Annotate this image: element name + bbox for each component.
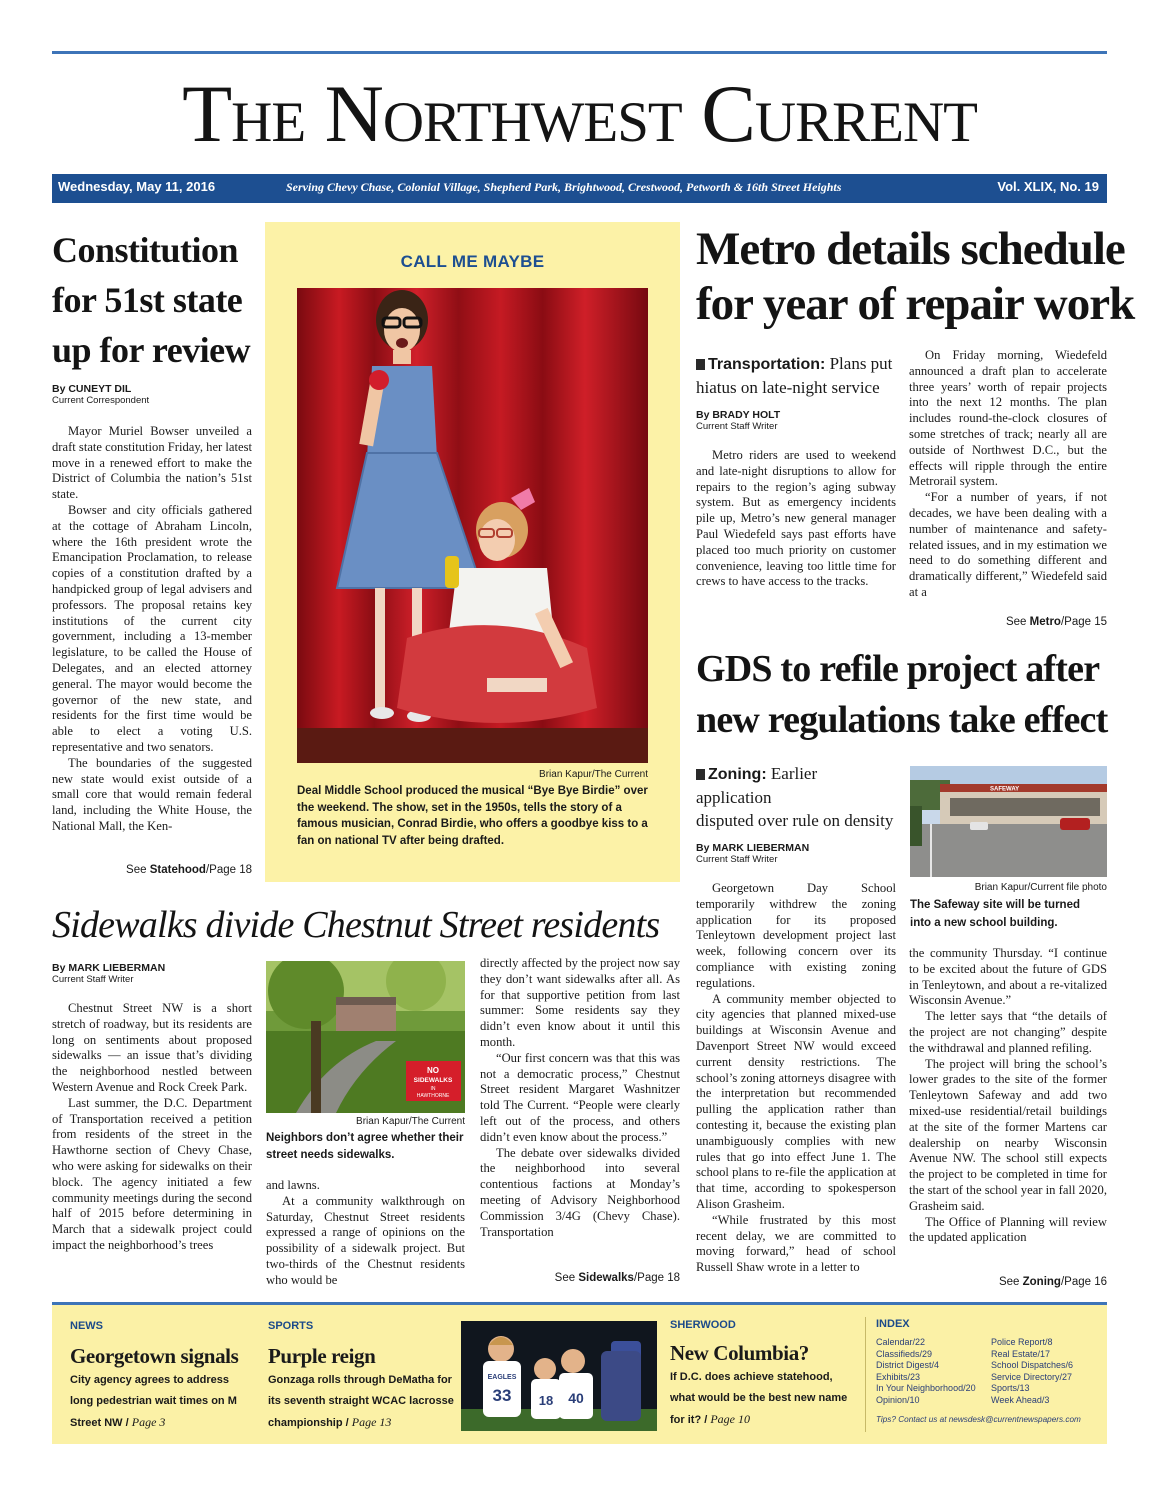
- index-item[interactable]: Police Report/8: [991, 1337, 1053, 1347]
- index-item[interactable]: Real Estate/17: [991, 1348, 1051, 1359]
- jersey-number-33: 33: [492, 1386, 512, 1405]
- gds-headline[interactable]: GDS to refile project after new regulations take effect: [696, 648, 1108, 741]
- feature-caption: Deal Middle School produced the musical “Bye Bye Birdie” over the weekend. The show, set in the 1950s, tells the story of a famous musician, Conrad Birdie, who offers a goodbye kiss to a fan on national TV after being drafted.: [297, 785, 648, 847]
- sidewalks-body-col2: and lawns. At a community walkthrough on Saturday, Chestnut Street residents expressed a range of opinions on the possibility of a sidewalk project. But two-thirds of the Chestnut residents who would be: [266, 1178, 465, 1287]
- sign-text-in: IN: [430, 1086, 436, 1092]
- metro-right-column: [909, 348, 1107, 628]
- sidewalks-col2: [266, 1178, 465, 1290]
- index-item[interactable]: Classifieds/29: [876, 1348, 933, 1359]
- feature-photo-credit: Brian Kapur/The Current: [539, 769, 648, 780]
- index-item[interactable]: In Your Neighborhood/20: [876, 1383, 976, 1393]
- gds-byline-role: Current Staff Writer: [696, 854, 778, 865]
- gds-body-col1: Georgetown Day School temporarily withdrew the zoning application for its proposed Tenleytown development project last week, following concern over its compliance with existing zoning regulations. A community member objected to city agencies that planned mixed-use buildings at Wisconsin Avenue and Davenport Street NW would exceed current density restrictions. The school’s zoning attorneys disagree with the interpretation but recommended pulling the application rather than contesting it, because the existing plan unambiguously complies with new rules that go into effect June 1. The school plans to re-file the application at that time, according to spokesperson Alison Grasheim. “While frustrated by this most recent delay, we are committed to moving forward,” head of school Russell Shaw wrote in a letter to: [696, 881, 896, 1275]
- subhead-square-icon: [696, 769, 705, 780]
- index-item[interactable]: School Dispatches/6: [991, 1360, 1074, 1370]
- footer-index-divider: [865, 1317, 866, 1432]
- footer-sherwood[interactable]: [670, 1319, 856, 1431]
- masthead-tagline: Serving Chevy Chase, Colonial Village, Shepherd Park, Brightwood, Crestwood, Petworth & 16th Street Heights: [286, 180, 842, 194]
- sidewalks-body-col1: Chestnut Street NW is a short stretch of roadway, but its residents are long on sentiments about proposed sidewalks — an issue that’s dividing the neighborhood nestled between Western Avenue and Rock Creek Park. Last summer, the D.C. Department of Transportation received a petition from residents of the street in the Hawthorne section of Chevy Chase, who were asking for sidewalks on their block. The agency initiated a few community meetings during the second half of 2015 before determining in March that a sidewalk project could impact the neighborhood’s trees: [52, 1001, 252, 1252]
- index-tips[interactable]: Tips? Contact us at newsdesk@currentnewspapers.com: [876, 1415, 1081, 1424]
- statehood-story: [52, 225, 252, 876]
- footer-news-label: NEWS: [70, 1320, 103, 1332]
- sign-text-hawthorne: HAWTHORNE: [416, 1093, 450, 1099]
- masthead-bar: [52, 174, 1107, 203]
- footer-sports-headline: Purple reign: [268, 1344, 376, 1368]
- footer-news[interactable]: [70, 1320, 250, 1434]
- index-item[interactable]: Opinion/10: [876, 1394, 920, 1405]
- footer-sherwood-headline: New Columbia?: [670, 1341, 809, 1365]
- footer-sports-label: SPORTS: [268, 1320, 314, 1332]
- issue-volume: Vol. XLIX, No. 19: [997, 179, 1099, 194]
- feature-box: [265, 222, 680, 882]
- gds-body-col2: the community Thursday. “I continue to be excited about the future of GDS in Tenleytown, and about a re-vitalized Wisconsin Avenue.” The letter says that “the details of the project are not changing” despite the withdrawal and planned refiling. The project will bring the school’s lower grades to the site of the former Tenleytown Safeway and add two mixed-use residential/retail buildings at the site of the former Martens car dealership on nearby Wisconsin Avenue NW. The school still expects the project to be completed in time for the start of the school year in fall 2020, Grasheim said. The Office of Planning will review the updated application: [909, 946, 1107, 1245]
- sidewalks-byline-role: Current Staff Writer: [52, 974, 134, 985]
- metro-byline: By BRADY HOLT: [696, 409, 781, 421]
- metro-body-col1: Metro riders are used to weekend and late-night disruptions to allow for repairs to the region’s aging subway system. But as emergency incidents pile up, Metro’s new general manager Paul Wiedefeld says past efforts have placed too much priority on customer convenience, leaving too little time for crews to have access to the tracks.: [696, 448, 896, 589]
- index-item[interactable]: District Digest/4: [876, 1360, 940, 1370]
- sign-text-sidewalks: SIDEWALKS: [413, 1077, 453, 1084]
- footer-sports-body: Gonzaga rolls through DeMatha for its seventh straight WCAC lacrosse championship / Page 13: [268, 1374, 454, 1429]
- metro-story: [696, 222, 1135, 332]
- sidewalks-jump-link[interactable]: See Sidewalks/Page 18: [554, 1272, 680, 1284]
- index-item[interactable]: Exhibits/23: [876, 1371, 921, 1382]
- index-right-list: [991, 1337, 1106, 1406]
- jersey-number-40: 40: [568, 1390, 584, 1406]
- gds-caption: The Safeway site will be turned into a new school building.: [910, 899, 1080, 929]
- index-item[interactable]: Service Directory/27: [991, 1371, 1073, 1382]
- jersey-eagles-text: EAGLES: [487, 1374, 517, 1381]
- masthead-title-text: The Northwest Current: [182, 68, 977, 159]
- sidewalks-byline: By MARK LIEBERMAN: [52, 962, 166, 974]
- gds-byline: By MARK LIEBERMAN: [696, 842, 810, 854]
- sidewalks-headline[interactable]: Sidewalks divide Chestnut Street residents: [52, 904, 660, 946]
- footer-news-headline: Georgetown signals: [70, 1344, 239, 1368]
- masthead-title: [52, 58, 1107, 170]
- masthead-top-rule: [52, 51, 1107, 54]
- index-item[interactable]: Calendar/22: [876, 1337, 926, 1347]
- safeway-photo[interactable]: [910, 766, 1107, 877]
- metro-jump-link[interactable]: See Metro/Page 15: [1005, 616, 1107, 628]
- footer-index: [876, 1318, 1106, 1424]
- feature-kicker: CALL ME MAYBE: [400, 252, 545, 271]
- sidewalks-photo-credit: Brian Kapur/The Current: [356, 1116, 465, 1127]
- issue-date: Wednesday, May 11, 2016: [58, 179, 216, 194]
- metro-byline-role: Current Staff Writer: [696, 421, 778, 432]
- footer-sherwood-body: If D.C. does achieve statehood, what would be the best new name for it? / Page 10: [670, 1371, 848, 1426]
- index-left-list: [876, 1337, 988, 1406]
- statehood-byline-role: Current Correspondent: [52, 395, 150, 406]
- metro-subhead: Transportation: Plans put hiatus on late-night service: [696, 354, 893, 397]
- index-item[interactable]: Week Ahead/3: [991, 1394, 1050, 1405]
- sidewalks-col3: [480, 956, 680, 1284]
- metro-body-col2: On Friday morning, Wiedefeld announced a draft plan to accelerate three years’ worth of repair projects into the next 12 months. The plan includes round-the-clock closures of some stretches of track; nearly all are outside of Northwest D.C., but the effects will ripple through the entire Metrorail system. “For a number of years, if not decades, we have been dealing with a number of maintenance and safety-related issues, and in my estimation we need to do something different and dramatically different,” Wiedefeld said at a: [909, 348, 1107, 599]
- sports-photo[interactable]: [461, 1321, 657, 1431]
- sign-text-no: NO: [427, 1066, 439, 1075]
- footer-sherwood-label: SHERWOOD: [670, 1319, 736, 1331]
- feature-photo[interactable]: [297, 288, 648, 763]
- statehood-jump-link[interactable]: See Statehood/Page 18: [126, 864, 252, 876]
- statehood-headline[interactable]: Constitution for 51st state up for review: [52, 230, 251, 370]
- jersey-number-18: 18: [538, 1393, 554, 1408]
- statehood-byline: By CUNEYT DIL: [52, 383, 132, 395]
- index-item[interactable]: Sports/13: [991, 1383, 1030, 1393]
- footer-sports[interactable]: [268, 1320, 456, 1434]
- safeway-sign-text: SAFEWAY: [990, 786, 1020, 793]
- subhead-square-icon: [696, 359, 705, 370]
- statehood-body: Mayor Muriel Bowser unveiled a draft state constitution Friday, her latest move in a renewed effort to make the District of Columbia the nation’s 51st state. Bowser and city officials gathered at the cottage of Abraham Lincoln, where the 16th president wrote the Emancipation Proclamation, to release copies of a constitution drafted by a handpicked group of legal advisers and professors. The proposal retains key institutions of the current city government, including a 13-member legislature, to be called the House of Delegates, and an elected attorney general. The mayor would become the governor of the new state, and residents for the first time would be able to elect a voting U.S. representative and two senators. The boundaries of the suggested new state would exist outside of a small core that would remain federal land, including the White House, the National Mall, the Ken-: [52, 424, 252, 833]
- sidewalks-photo[interactable]: [266, 961, 465, 1113]
- sidewalks-caption: Neighbors don’t agree whether their street needs sidewalks.: [266, 1132, 464, 1161]
- footer-news-body: City agency agrees to address long pedestrian wait times on M Street NW / Page 3: [70, 1374, 237, 1429]
- metro-headline[interactable]: Metro details schedule for year of repair work: [696, 223, 1135, 330]
- sidewalks-col1: [52, 962, 252, 1291]
- footer-index-label: INDEX: [876, 1318, 910, 1330]
- gds-right-column: [909, 946, 1107, 1288]
- sidewalks-body-col3: directly affected by the project now say they don’t want sidewalks after all. As for that supportive petition from last summer: Some residents say they didn’t even know about it until this month. “Our first concern was that this was not a democratic process,” Chestnut Street resident Margaret Washnitzer told The Current. “People were clearly left out of the process, and others didn’t even know about the process.” The debate over sidewalks divided the neighborhood into several contentious factions at Monday’s meeting of Advisory Neighborhood Commission 3/4G (Chevy Chase). Transportation: [480, 956, 680, 1239]
- gds-jump-link[interactable]: See Zoning/Page 16: [998, 1276, 1107, 1288]
- gds-subhead: Zoning: Earlier application disputed over rule on density: [696, 764, 894, 830]
- gds-photo-credit: Brian Kapur/Current file photo: [974, 882, 1107, 893]
- metro-left-column: [696, 352, 896, 622]
- gds-left-column: [696, 762, 896, 1307]
